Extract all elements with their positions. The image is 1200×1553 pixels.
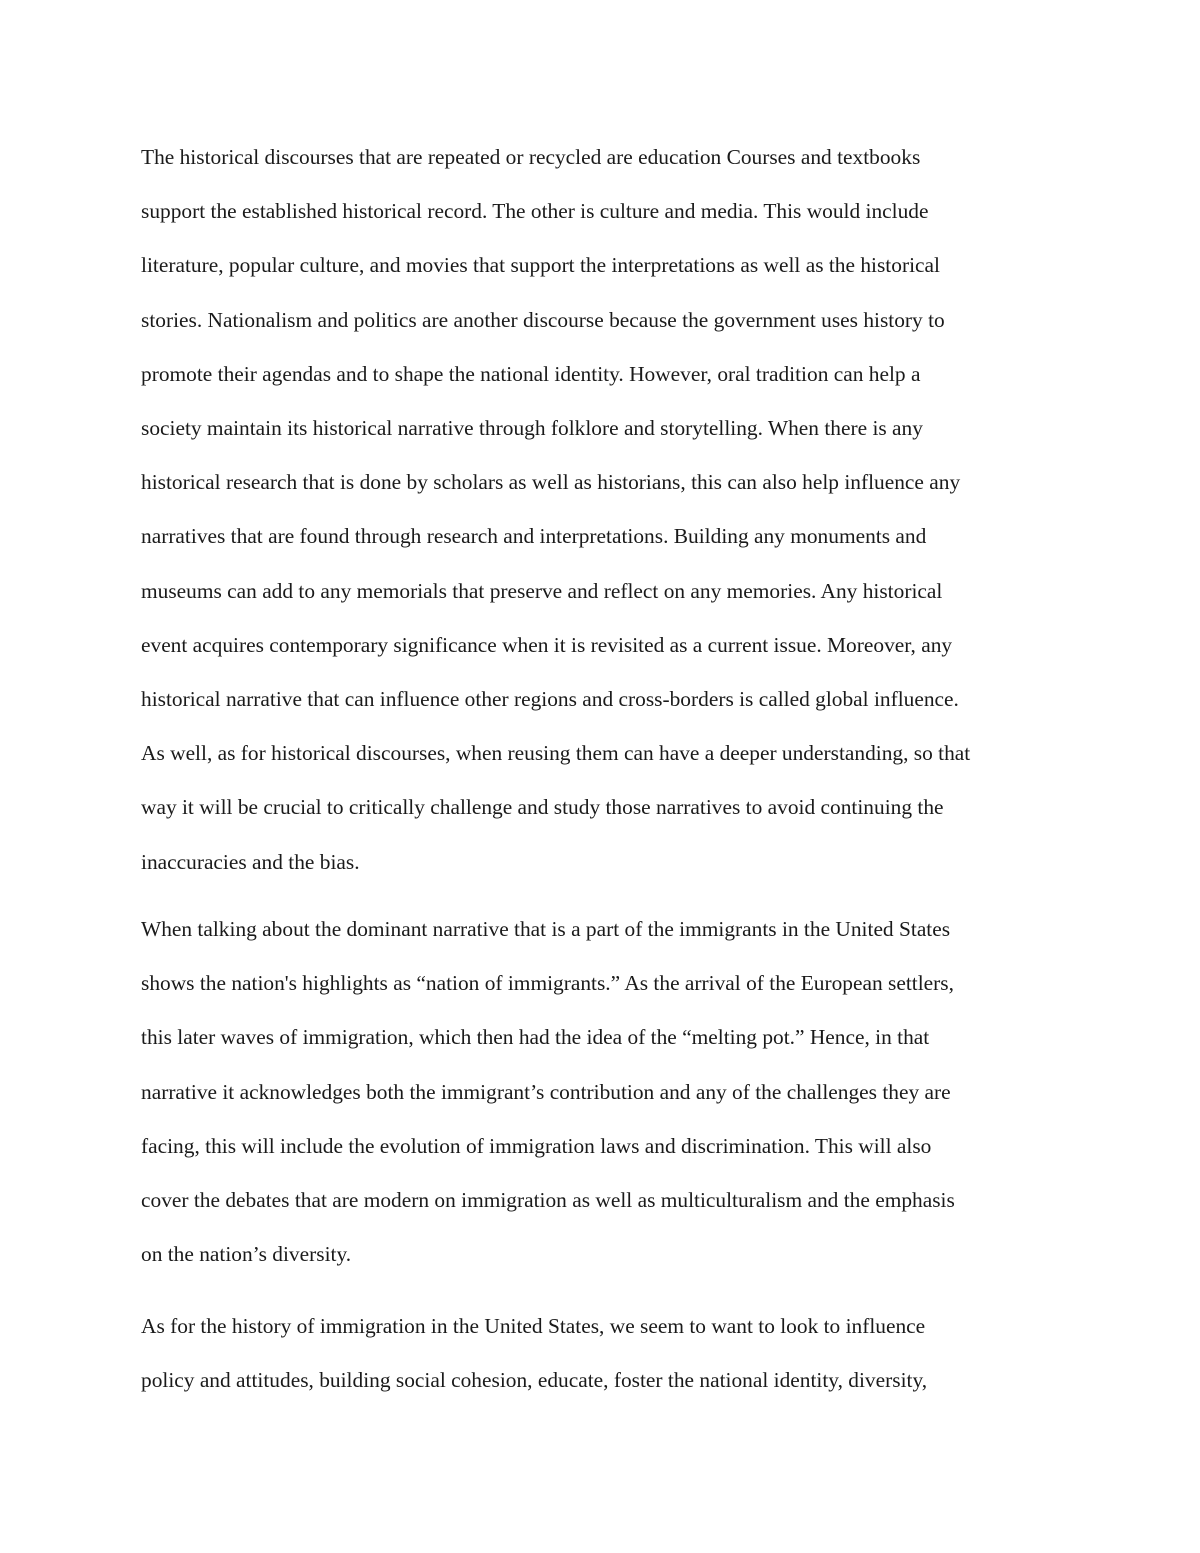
text-line: this later waves of immigration, which then had the idea of the “melting pot.” Hence, in that [141, 1025, 930, 1050]
text-line: The historical discourses that are repeated or recycled are education Courses and textbooks [141, 145, 921, 169]
text-line: literature, popular culture, and movies that support the interpretations as well as the historical [141, 253, 940, 278]
text-line: historical narrative that can influence other regions and cross-borders is called global influence. [141, 687, 959, 711]
text-line: inaccuracies and the bias. [141, 849, 360, 874]
text-line: facing, this will include the evolution of immigration laws and discrimination. This will also [141, 1133, 932, 1158]
text-line: narrative it acknowledges both the immigrant’s contribution and any of the challenges they are [141, 1079, 951, 1104]
text-line: When talking about the dominant narrative that is a part of the immigrants in the United States [141, 917, 951, 941]
text-line: As well, as for historical discourses, when reusing them can have a deeper understanding, so that [141, 741, 971, 766]
text-line: cover the debates that are modern on immigration as well as multiculturalism and the emphasis [141, 1188, 955, 1212]
text-line: society maintain its historical narrative through folklore and storytelling. When there is any [141, 416, 923, 440]
text-line: shows the nation's highlights as “nation of immigrants.” As the arrival of the European settlers, [141, 971, 954, 996]
text-line: on the nation’s diversity. [141, 1242, 352, 1267]
text-line: historical research that is done by scholars as well as historians, this can also help influence any [141, 470, 961, 495]
text-line: support the established historical record. The other is culture and media. This would include [141, 199, 929, 224]
text-line: promote their agendas and to shape the national identity. However, oral tradition can help a [141, 361, 921, 386]
text-line: way it will be crucial to critically challenge and study those narratives to avoid continuing the [141, 795, 944, 820]
text-line: As for the history of immigration in the United States, we seem to want to look to influence [141, 1314, 926, 1338]
text-line: narratives that are found through research and interpretations. Building any monuments and [141, 524, 927, 549]
text-line: event acquires contemporary significance when it is revisited as a current issue. Moreover, any [141, 632, 953, 657]
text-line: museums can add to any memorials that preserve and reflect on any memories. Any historical [141, 578, 943, 603]
text-line: stories. Nationalism and politics are another discourse because the government uses history to [141, 307, 945, 332]
text-line: policy and attitudes, building social cohesion, educate, foster the national identity, diversity, [141, 1368, 928, 1393]
